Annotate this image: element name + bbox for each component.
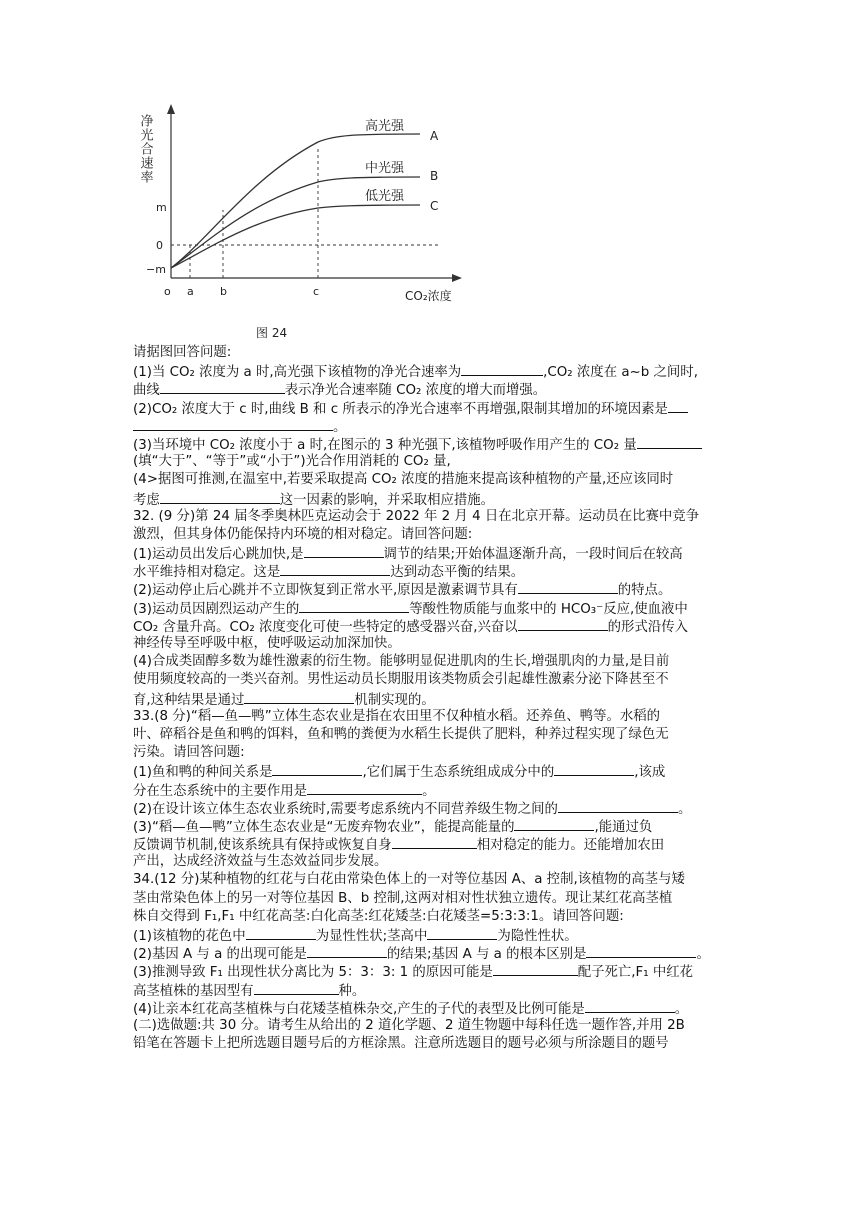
line-text: 。 (422, 783, 436, 799)
line-text: (4)让亲本红花高茎植株与白花矮茎植株杂交,产生的子代的表型及比例可能是 (133, 1001, 585, 1017)
text-line (133, 944, 733, 962)
line-text: 达到动态平衡的结果。 (390, 565, 525, 581)
line-text: 。 (696, 947, 710, 963)
line-text: 等酸性物质能与血浆中的 HCO₃⁻反应,使血液中 (409, 601, 688, 617)
text-line (133, 835, 733, 853)
line-text: (2)基因 A 与 a 的出现可能是 (133, 947, 307, 963)
line-text: 水平维持相对稳定。这是 (133, 565, 281, 581)
line-text: (3)运动员因剧烈运动产生的 (133, 601, 300, 617)
line-text: 32. (9 分)第 24 届冬季奥林匹克运动会于 2022 年 2 月 4 日在北京开幕。运动员在比赛中竞争 (133, 508, 700, 524)
line-text: 育,这种结果是通过 (133, 692, 245, 708)
text-line (133, 362, 733, 380)
answer-blank[interactable] (637, 435, 702, 449)
answer-blank[interactable] (668, 399, 688, 413)
line-text: 反馈调节机制,使该系统具有保持或恢复自身 (133, 838, 392, 854)
line-text: (4>据图可推测,在温室中,若要采取提高 CO₂ 浓度的措施来提高该种植物的产量,还应该同时 (133, 472, 674, 488)
figure-24 (137, 100, 480, 345)
curve-c-tag: C (430, 199, 439, 213)
line-text: (1)鱼和鸭的种间关系是 (133, 765, 273, 781)
text-line (133, 435, 733, 453)
text-line (133, 671, 733, 689)
text-line (133, 853, 733, 871)
answer-blank[interactable] (160, 380, 285, 394)
line-text: 种。 (338, 983, 366, 999)
answer-blank[interactable] (514, 817, 594, 831)
text-line (133, 580, 733, 598)
line-text: 污染。请回答问题: (133, 745, 245, 761)
x-axis-arrow (452, 274, 462, 282)
line-text: 表示净光合速率随 CO₂ 浓度的增大而增强。 (284, 383, 547, 399)
answer-blank[interactable] (272, 762, 362, 776)
text-line (133, 617, 733, 635)
line-text: (1)该植物的花色中 (133, 929, 246, 944)
line-text: ,该成 (634, 765, 666, 781)
answer-blank[interactable] (307, 944, 387, 958)
answer-blank[interactable] (586, 944, 696, 958)
line-text: 产出，达成经济效益与生态效益同步发展。 (133, 854, 388, 870)
text-line (133, 1035, 733, 1053)
x-tick-a: a (187, 285, 194, 298)
answer-blank[interactable] (307, 781, 422, 795)
text-line (133, 1017, 733, 1035)
line-text: 这一因素的影响，并采取相应措施。 (279, 492, 495, 508)
line-text: 机制实现的。 (354, 692, 435, 708)
answer-blank[interactable] (246, 926, 316, 940)
line-text: (2)运动停止后心跳并不立即恢复到正常水平,原因是激素调节具有 (133, 583, 518, 599)
line-text: 。 (333, 419, 347, 435)
text-line (133, 635, 733, 653)
y-tick-neg-m: −m (146, 263, 166, 276)
line-text: (3)推测导致 F₁ 出现性状分离比为 5：3：3: 1 的原因可能是 (133, 965, 493, 981)
line-text: (填“大于”、“等于”或“小于”)光合作用消耗的 CO₂ 量, (133, 454, 451, 470)
text-line (133, 708, 733, 726)
line-text: 为显性性状;茎高中 (315, 929, 428, 944)
answer-blank[interactable] (133, 417, 333, 431)
answer-blank[interactable] (244, 690, 354, 704)
text-line (133, 926, 733, 944)
answer-blank[interactable] (585, 999, 675, 1013)
line-text: 的结果;基因 A 与 a 的根本区别是 (386, 947, 587, 963)
x-axis-label: CO₂浓度 (405, 289, 452, 303)
answer-blank[interactable] (304, 544, 384, 558)
line-text: 调节的结果;开始体温逐渐升高，一段时间后在较高 (383, 547, 683, 563)
line-text: 株自交得到 F₁,F₁ 中红花高茎:白化高茎:红花矮茎:白花矮茎=5:3:3:1。请回答问题: (133, 908, 624, 924)
text-line (133, 817, 733, 835)
text-line (133, 508, 733, 526)
answer-blank[interactable] (280, 562, 390, 576)
line-text: 34.(12 分)某种植物的红花与白花由常染色体上的一对等位基因 A、a 控制,该植物的高茎与矮 (133, 872, 685, 888)
answer-blank[interactable] (518, 580, 618, 594)
line-text: ,能通过负 (594, 819, 653, 835)
line-text: 配子死亡,F₁ 中红花 (577, 965, 694, 981)
text-line (133, 453, 733, 471)
line-text: 考虑 (133, 492, 160, 508)
line-text: 叶、碎稻谷是鱼和鸭的饵料，鱼和鸭的粪便为水稻生长提供了肥料，种养过程实现了绿色无 (133, 726, 669, 742)
y-axis-arrow (167, 104, 175, 114)
net-photosynthesis-chart (137, 100, 480, 345)
text-line (133, 908, 733, 926)
line-text: 茎由常染色体上的另一对等位基因 B、b 控制,这两对相对性状独立遗传。现让某红花高茎植 (133, 890, 673, 906)
curve-a-label: 高光强 (365, 119, 405, 134)
line-text: (二)选做题:共 30 分。请考生从给出的 2 道化学题、2 道生物题中每科任选一题作答,并用 2B (133, 1017, 685, 1033)
text-line (133, 544, 733, 562)
figure-caption: 图 24 (256, 326, 288, 340)
text-line (133, 690, 733, 708)
line-text: 的形式沿传入 (607, 619, 689, 635)
line-text: 。 (674, 1001, 689, 1017)
line-text: 请据图回答问题: (133, 345, 232, 360)
exam-text (133, 344, 733, 1053)
text-line (133, 890, 733, 908)
line-text: 为隐性性状。 (497, 929, 578, 944)
line-text: 分在生态系统中的主要作用是 (133, 783, 308, 799)
line-text: (1)运动员出发后心跳加快,是 (133, 547, 304, 563)
text-line (133, 962, 733, 980)
line-text: 高茎植株的基因型有 (133, 983, 254, 999)
text-line (133, 653, 733, 671)
answer-blank[interactable] (558, 799, 678, 813)
text-line (133, 417, 733, 435)
answer-blank[interactable] (160, 490, 280, 504)
y-tick-m: m (156, 201, 167, 214)
text-line (133, 471, 733, 489)
curve-b-tag: B (430, 169, 439, 183)
text-line (133, 999, 733, 1017)
origin-label: o (164, 285, 171, 298)
text-line (133, 399, 733, 417)
line-text: 相对稳定的能力。还能增加农田 (476, 838, 665, 854)
x-tick-b: b (220, 285, 227, 298)
line-text: 神经传导至呼吸中枢，使呼吸运动加深加快。 (133, 636, 401, 651)
text-line (133, 799, 733, 817)
text-line (133, 744, 733, 762)
line-text: 激烈，但其身体仍能保持内环境的相对稳定。请回答问题: (133, 526, 473, 542)
text-line (133, 599, 733, 617)
answer-blank[interactable] (299, 599, 409, 613)
answer-blank[interactable] (254, 981, 339, 995)
text-line (133, 562, 733, 580)
curve-c-label: 低光强 (365, 189, 405, 204)
text-line (133, 871, 733, 889)
line-text: (1)当 CO₂ 浓度为 a 时,高光强下该植物的净光合速率为 (133, 365, 462, 381)
curve-c-low-light (171, 205, 420, 268)
line-text: (4)合成类固醇多数为雄性激素的衍生物。能够明显促进肌肉的生长,增强肌肉的力量,是目前 (133, 654, 670, 670)
line-text: 使用频度较高的一类兴奋剂。男性运动员长期服用该类物质会引起雄性激素分泌下降甚至不 (133, 672, 669, 688)
line-text: 曲线 (133, 383, 160, 399)
answer-blank[interactable] (427, 926, 497, 940)
answer-blank[interactable] (554, 762, 634, 776)
text-line (133, 981, 733, 999)
x-tick-c: c (313, 285, 320, 298)
line-text: CO₂ 含量升高。CO₂ 浓度变化可使一些特定的感受器兴奋,兴奋以 (133, 619, 518, 635)
line-text: ,它们属于生态系统组成成分中的 (362, 765, 555, 781)
line-text: (2)CO₂ 浓度大于 c 时,曲线 B 和 c 所表示的净光合速率不再增强,限制其增加的环境因素是 (133, 401, 668, 417)
curve-b-label: 中光强 (365, 161, 405, 176)
answer-blank[interactable] (461, 362, 543, 376)
text-line (133, 380, 733, 398)
text-line (133, 526, 733, 544)
text-line (133, 726, 733, 744)
line-text: 。 (677, 801, 692, 817)
line-text: ,CO₂ 浓度在 a~b 之间时, (543, 365, 698, 381)
answer-blank[interactable] (518, 617, 608, 631)
text-line (133, 781, 733, 799)
line-text: (3)“稻—鱼—鸭”立体生态农业是“无废弃物农业”，能提高能量的 (133, 819, 515, 835)
y-axis-label: 净光合速率 (137, 114, 153, 184)
line-text: 铅笔在答题卡上把所选题目题号后的方框涂黑。注意所选题目的题号必须与所涂题目的题号 (133, 1036, 669, 1052)
y-tick-0: 0 (156, 239, 163, 252)
text-line (133, 762, 733, 780)
answer-blank[interactable] (392, 835, 477, 849)
line-text: 33.(8 分)“稻—鱼—鸭”立体生态农业是指在农田里不仅种植水稻。还养鱼、鸭等。水稻的 (133, 708, 661, 724)
text-line (133, 344, 733, 362)
text-line (133, 490, 733, 508)
curve-a-tag: A (430, 129, 439, 143)
answer-blank[interactable] (493, 962, 578, 976)
line-text: (2)在设计该立体生态农业系统时,需要考虑系统内不同营养级生物之间的 (133, 801, 558, 817)
line-text: (3)当环境中 CO₂ 浓度小于 a 时,在图示的 3 种光强下,该植物呼吸作用产生的 CO₂ 量 (133, 437, 637, 453)
line-text: 的特点。 (617, 583, 672, 599)
